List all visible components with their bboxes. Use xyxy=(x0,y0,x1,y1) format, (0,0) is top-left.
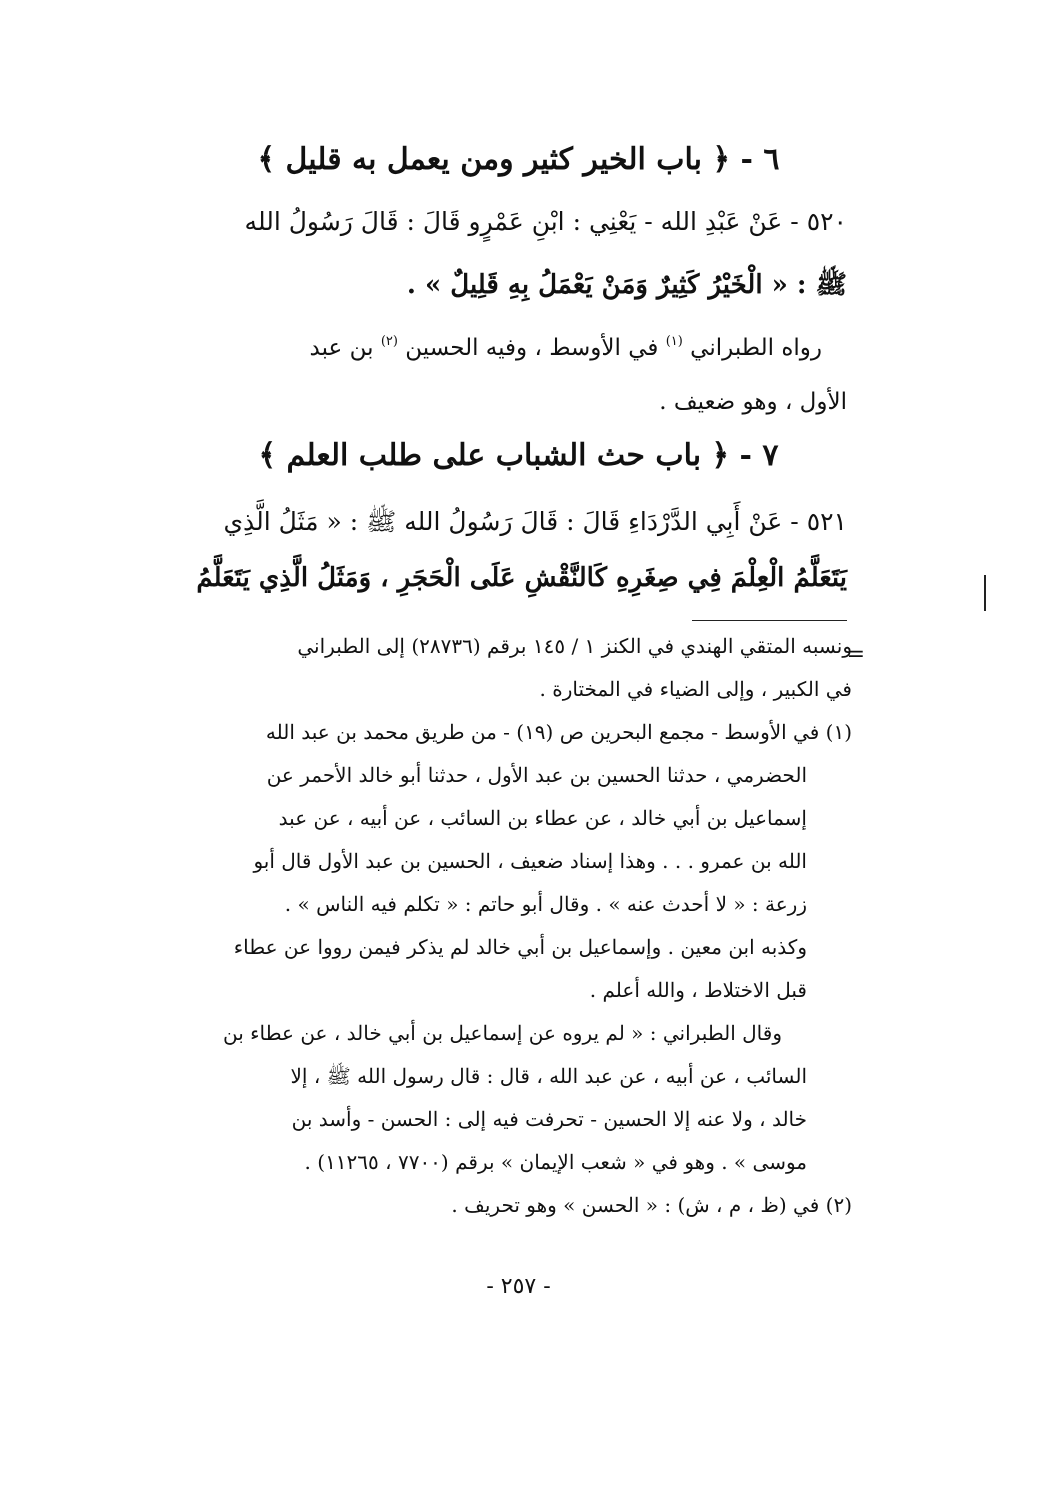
narration-line-2: الأول ، وهو ضعيف . xyxy=(659,389,847,415)
footnote-1-line-3: إسماعيل بن أبي خالد ، عن عطاء بن السائب ، عن أبيه ، عن عبد xyxy=(278,806,807,830)
footnote-1-line-2: الحضرمي ، حدثنا الحسين بن عبد الأول ، حدثنا أبو خالد الأحمر عن xyxy=(266,763,807,787)
hadith-520-line-2: ﷺ : « الْخَيْرُ كَثِيرٌ وَمَنْ يَعْمَلُ بِهِ قَلِيلٌ » . xyxy=(406,270,847,300)
section-heading-6: ٦ - ﴿ باب الخير كثير ومن يعمل به قليل ﴾ xyxy=(257,142,780,177)
hadith-521-line-1: ٥٢١ - عَنْ أَبِي الدَّرْدَاءِ قَالَ : قَالَ رَسُولُ الله ﷺ : « مَثَلُ الَّذِي xyxy=(223,507,847,536)
footnote-continuation-line-1: ونسبه المتقي الهندي في الكنز ١ / ١٤٥ برقم (٢٨٧٣٦) إلى الطبراني xyxy=(297,634,852,658)
footnote-1-line-5: زرعة : « لا أحدث عنه » . وقال أبو حاتم : « تكلم فيه الناس » . xyxy=(284,892,807,916)
footnotes-area xyxy=(190,625,852,1227)
footnote-continuation-line-2: في الكبير ، وإلى الضياء في المختارة . xyxy=(539,677,852,701)
hadith-521-line-2: يَتَعَلَّمُ الْعِلْمَ فِي صِغَرِهِ كَالنَّقْشِ عَلَى الْحَجَرِ ، وَمَثَلُ الَّذِي يَتَعَلَّمُ xyxy=(196,563,847,593)
narration-text-mid: في الأوسط ، وفيه الحسين xyxy=(405,335,659,361)
narration-text-start: رواه الطبراني xyxy=(690,335,822,361)
margin-mark xyxy=(984,575,986,611)
footnote-1-line-6: وكذبه ابن معين . وإسماعيل بن أبي خالد لم يذكر فيمن رووا عن عطاء xyxy=(233,935,807,959)
footnote-1-tabarani-line-1: وقال الطبراني : « لم يروه عن إسماعيل بن أبي خالد ، عن عطاء بن xyxy=(222,1021,782,1045)
footnote-1-marker: (١) xyxy=(665,334,683,349)
footnote-1-tabarani-line-4: موسى » . وهو في « شعب الإيمان » برقم (٧٧٠٠ ، ١١٢٦٥) . xyxy=(304,1150,807,1174)
footnote-1-tabarani-line-2: السائب ، عن أبيه ، عن عبد الله ، قال : قال رسول الله ﷺ ، إلا xyxy=(290,1064,807,1088)
footnote-1-line-4: الله بن عمرو . . . وهذا إسناد ضعيف ، الحسين بن عبد الأول قال أبو xyxy=(253,849,807,873)
section-heading-7: ٧ - ﴿ باب حث الشباب على طلب العلم ﴾ xyxy=(258,438,779,473)
footnote-1-tabarani-line-3: خالد ، ولا عنه إلا الحسين - تحرفت فيه إلى : الحسن - وأسد بن xyxy=(291,1107,807,1131)
footnote-rule xyxy=(692,620,847,621)
hadith-520-line-1: ٥٢٠ - عَنْ عَبْدِ الله - يَعْنِي : ابْنِ عَمْرٍو قَالَ : قَالَ رَسُولُ الله xyxy=(244,207,847,236)
footnote-1-line-1: (١) في الأوسط - مجمع البحرين ص (١٩) - من طريق محمد بن عبد الله xyxy=(265,720,852,744)
continuation-mark: = xyxy=(846,642,865,667)
page-number: - ٢٥٧ - xyxy=(486,1274,551,1299)
footnote-2-marker: (٢) xyxy=(380,334,398,349)
footnote-1-line-7: قبل الاختلاط ، والله أعلم . xyxy=(589,978,807,1002)
footnote-2: (٢) في (ظ ، م ، ش) : « الحسن » وهو تحريف . xyxy=(451,1193,852,1217)
narration-text-end: بن عبد xyxy=(309,335,374,361)
